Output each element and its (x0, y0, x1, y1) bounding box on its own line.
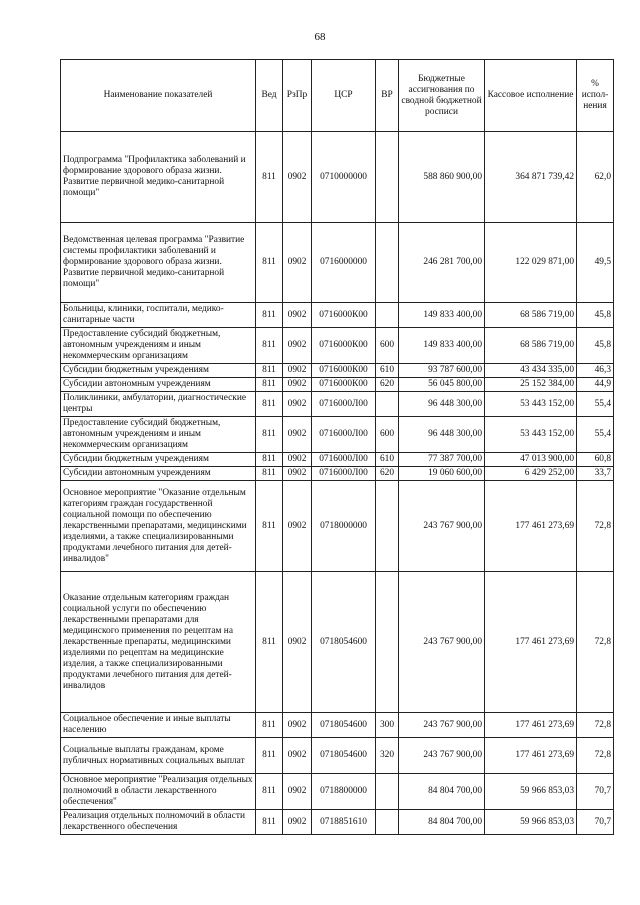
row-csr: 0716000Л00 (312, 467, 376, 481)
header-cash: Кассовое исполнение (485, 60, 577, 132)
row-rzpr: 0902 (283, 467, 312, 481)
row-cash: 43 434 335,00 (485, 364, 577, 378)
row-name: Ведомственная целевая программа "Развитие системы профилактики заболеваний и формирование здорового образа жизни. Развитие первичной медико-санитарной помощи" (61, 223, 256, 303)
row-percent: 45,8 (577, 328, 614, 364)
row-cash: 47 013 900,00 (485, 453, 577, 467)
table-row (61, 572, 614, 713)
row-vr (376, 810, 399, 835)
row-csr: 0716000Л00 (312, 453, 376, 467)
row-rzpr: 0902 (283, 364, 312, 378)
row-vr (376, 572, 399, 713)
row-cash: 25 152 384,00 (485, 378, 577, 392)
row-percent: 46,3 (577, 364, 614, 378)
row-ved: 811 (256, 378, 283, 392)
row-percent: 70,7 (577, 810, 614, 835)
row-csr: 0718000000 (312, 481, 376, 572)
row-ved: 811 (256, 713, 283, 738)
row-rzpr: 0902 (283, 223, 312, 303)
row-name: Социальные выплаты гражданам, кроме публичных нормативных социальных выплат (61, 738, 256, 774)
table-row (61, 713, 614, 738)
row-ved: 811 (256, 223, 283, 303)
budget-execution-table (60, 59, 614, 835)
row-csr: 0718851610 (312, 810, 376, 835)
row-name: Субсидии бюджетным учреждениям (61, 453, 256, 467)
row-cash: 68 586 719,00 (485, 303, 577, 328)
row-percent: 60,8 (577, 453, 614, 467)
row-name: Поликлиники, амбулатории, диагностические центры (61, 392, 256, 417)
row-percent: 72,8 (577, 713, 614, 738)
table-row (61, 467, 614, 481)
row-cash: 177 461 273,69 (485, 481, 577, 572)
row-percent: 55,4 (577, 417, 614, 453)
row-vr (376, 303, 399, 328)
row-percent: 49,5 (577, 223, 614, 303)
row-csr: 0716000К00 (312, 364, 376, 378)
row-vr: 620 (376, 467, 399, 481)
row-percent: 72,8 (577, 738, 614, 774)
row-budget: 77 387 700,00 (399, 453, 485, 467)
row-vr: 600 (376, 328, 399, 364)
row-rzpr: 0902 (283, 328, 312, 364)
row-rzpr: 0902 (283, 713, 312, 738)
header-name: Наименование показателей (61, 60, 256, 132)
table-row (61, 303, 614, 328)
table-row (61, 364, 614, 378)
header-ved: Вед (256, 60, 283, 132)
row-name: Субсидии бюджетным учреждениям (61, 364, 256, 378)
table-row (61, 378, 614, 392)
row-vr: 610 (376, 453, 399, 467)
table-row (61, 392, 614, 417)
row-csr: 0718800000 (312, 774, 376, 810)
row-vr (376, 223, 399, 303)
row-budget: 96 448 300,00 (399, 417, 485, 453)
row-vr: 600 (376, 417, 399, 453)
row-percent: 55,4 (577, 392, 614, 417)
row-rzpr: 0902 (283, 132, 312, 223)
row-budget: 149 833 400,00 (399, 303, 485, 328)
row-name: Подпрограмма "Профилактика заболеваний и формирование здорового образа жизни. Развитие первичной медико-санитарной помощи" (61, 132, 256, 223)
row-percent: 72,8 (577, 481, 614, 572)
row-vr: 610 (376, 364, 399, 378)
row-ved: 811 (256, 572, 283, 713)
row-cash: 53 443 152,00 (485, 417, 577, 453)
row-csr: 0718054600 (312, 713, 376, 738)
row-rzpr: 0902 (283, 303, 312, 328)
row-budget: 84 804 700,00 (399, 774, 485, 810)
row-percent: 72,8 (577, 572, 614, 713)
row-name: Субсидии автономным учреждениям (61, 467, 256, 481)
row-cash: 53 443 152,00 (485, 392, 577, 417)
row-cash: 59 966 853,03 (485, 774, 577, 810)
row-budget: 149 833 400,00 (399, 328, 485, 364)
row-rzpr: 0902 (283, 481, 312, 572)
row-ved: 811 (256, 364, 283, 378)
row-rzpr: 0902 (283, 392, 312, 417)
row-csr: 0716000000 (312, 223, 376, 303)
row-cash: 122 029 871,00 (485, 223, 577, 303)
row-budget: 93 787 600,00 (399, 364, 485, 378)
row-ved: 811 (256, 132, 283, 223)
row-ved: 811 (256, 417, 283, 453)
header-csr: ЦСР (312, 60, 376, 132)
row-percent: 45,8 (577, 303, 614, 328)
row-csr: 0716000К00 (312, 303, 376, 328)
table-row (61, 223, 614, 303)
row-rzpr: 0902 (283, 572, 312, 713)
row-csr: 0716000К00 (312, 378, 376, 392)
row-rzpr: 0902 (283, 453, 312, 467)
table-body (61, 132, 614, 835)
row-rzpr: 0902 (283, 738, 312, 774)
row-name: Оказание отдельным категориям граждан социальной услуги по обеспечению лекарственными препаратами для медицинского применения по рецептам на лекарственные препараты, медицинскими изделиями по рецептам на медицинские изделия, а также специализированными продуктами лечебного питания для детей-инвалидов (61, 572, 256, 713)
table-row (61, 328, 614, 364)
row-ved: 811 (256, 392, 283, 417)
row-rzpr: 0902 (283, 810, 312, 835)
row-name: Основное мероприятие "Оказание отдельным категориям граждан государственной социальной помощи по обеспечению лекарственными препаратами, медицинскими изделиями, а также специализированными продуктами лечебного питания для детей-инвалидов" (61, 481, 256, 572)
row-budget: 243 767 900,00 (399, 572, 485, 713)
row-vr: 320 (376, 738, 399, 774)
row-cash: 177 461 273,69 (485, 713, 577, 738)
row-percent: 62,0 (577, 132, 614, 223)
row-ved: 811 (256, 467, 283, 481)
table-row (61, 810, 614, 835)
row-percent: 70,7 (577, 774, 614, 810)
header-vr: ВР (376, 60, 399, 132)
row-ved: 811 (256, 738, 283, 774)
row-budget: 588 860 900,00 (399, 132, 485, 223)
table-row (61, 774, 614, 810)
table-header (61, 60, 614, 132)
row-name: Предоставление субсидий бюджетным, автономным учреждениям и иным некоммерческим организациям (61, 328, 256, 364)
header-percent: % испол-нения (577, 60, 614, 132)
row-rzpr: 0902 (283, 417, 312, 453)
row-vr: 300 (376, 713, 399, 738)
row-budget: 96 448 300,00 (399, 392, 485, 417)
row-vr (376, 774, 399, 810)
header-budget: Бюджетные ассигнования по сводной бюджетной росписи (399, 60, 485, 132)
row-vr (376, 481, 399, 572)
row-percent: 44,9 (577, 378, 614, 392)
row-vr (376, 132, 399, 223)
table-row (61, 738, 614, 774)
row-ved: 811 (256, 328, 283, 364)
row-cash: 177 461 273,69 (485, 738, 577, 774)
row-name: Предоставление субсидий бюджетным, автономным учреждениям и иным некоммерческим организациям (61, 417, 256, 453)
row-ved: 811 (256, 810, 283, 835)
row-name: Социальное обеспечение и иные выплаты населению (61, 713, 256, 738)
row-name: Основное мероприятие "Реализация отдельных полномочий в области лекарственного обеспечения" (61, 774, 256, 810)
row-csr: 0716000К00 (312, 328, 376, 364)
row-budget: 243 767 900,00 (399, 713, 485, 738)
row-percent: 33,7 (577, 467, 614, 481)
row-csr: 0718054600 (312, 738, 376, 774)
table-row (61, 132, 614, 223)
row-name: Субсидии автономным учреждениям (61, 378, 256, 392)
row-ved: 811 (256, 774, 283, 810)
row-vr: 620 (376, 378, 399, 392)
row-budget: 243 767 900,00 (399, 481, 485, 572)
row-budget: 84 804 700,00 (399, 810, 485, 835)
row-name: Реализация отдельных полномочий в области лекарственного обеспечения (61, 810, 256, 835)
row-budget: 243 767 900,00 (399, 738, 485, 774)
table-row (61, 453, 614, 467)
row-cash: 68 586 719,00 (485, 328, 577, 364)
row-ved: 811 (256, 453, 283, 467)
row-vr (376, 392, 399, 417)
row-csr: 0716000Л00 (312, 417, 376, 453)
row-csr: 0718054600 (312, 572, 376, 713)
row-ved: 811 (256, 481, 283, 572)
row-rzpr: 0902 (283, 378, 312, 392)
page-number: 68 (314, 31, 326, 43)
row-csr: 0716000Л00 (312, 392, 376, 417)
row-rzpr: 0902 (283, 774, 312, 810)
row-budget: 56 045 800,00 (399, 378, 485, 392)
row-budget: 19 060 600,00 (399, 467, 485, 481)
row-csr: 0710000000 (312, 132, 376, 223)
table-row (61, 417, 614, 453)
row-cash: 59 966 853,03 (485, 810, 577, 835)
row-name: Больницы, клиники, госпитали, медико-санитарные части (61, 303, 256, 328)
row-cash: 364 871 739,42 (485, 132, 577, 223)
header-rzpr: РзПр (283, 60, 312, 132)
row-cash: 177 461 273,69 (485, 572, 577, 713)
row-budget: 246 281 700,00 (399, 223, 485, 303)
row-cash: 6 429 252,00 (485, 467, 577, 481)
table-row (61, 481, 614, 572)
row-ved: 811 (256, 303, 283, 328)
